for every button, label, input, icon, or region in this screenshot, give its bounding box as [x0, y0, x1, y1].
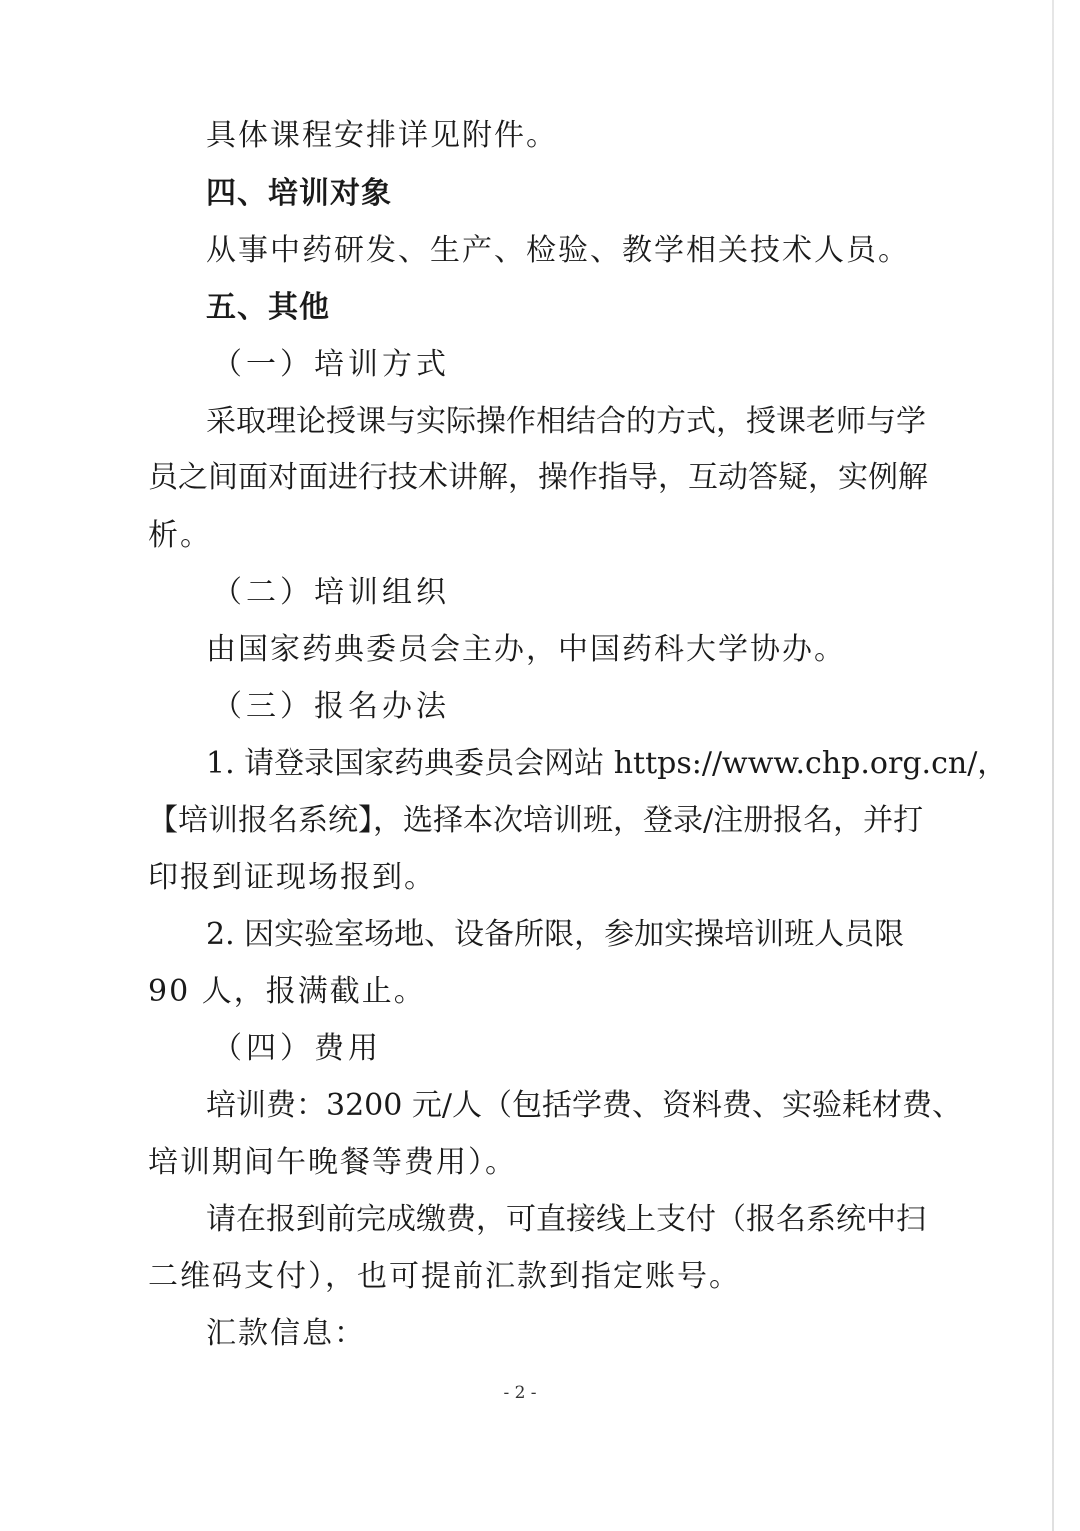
section-heading: 五、其他: [206, 290, 330, 325]
paragraph-line: 请在报到前完成缴费，可直接线上支付（报名系统中扫: [206, 1202, 926, 1237]
page-edge-shadow: [1052, 0, 1054, 1531]
paragraph-line: 具体课程安排详见附件。: [206, 118, 558, 153]
paragraph-line: 采取理论授课与实际操作相结合的方式，授课老师与学: [206, 404, 926, 439]
paragraph-line: 培训费：3200 元/人（包括学费、资料费、实验耗材费、: [206, 1088, 962, 1123]
paragraph-line: 员之间面对面进行技术讲解，操作指导，互动答疑，实例解: [148, 460, 928, 495]
section-heading: 四、培训对象: [206, 176, 392, 211]
paragraph-line: 1. 请登录国家药典委员会网站 https://www.chp.org.cn/，: [206, 746, 1008, 781]
paragraph-line: 从事中药研发、生产、检验、教学相关技术人员。: [206, 233, 910, 268]
paragraph-line: 培训期间午晚餐等费用）。: [148, 1145, 517, 1180]
subsection-heading: （三）报名办法: [212, 689, 450, 724]
subsection-heading: （二）培训组织: [212, 575, 450, 610]
subsection-heading: （一）培训方式: [212, 347, 450, 382]
paragraph-line: 90 人，报满截止。: [148, 974, 426, 1009]
paragraph-line: 2. 因实验室场地、设备所限，参加实操培训班人员限: [206, 917, 905, 952]
page-number: - 2 -: [503, 1383, 537, 1403]
subsection-heading: （四）费用: [212, 1031, 382, 1066]
paragraph-line: 二维码支付），也可提前汇款到指定账号。: [148, 1259, 741, 1294]
paragraph-line: 【培训报名系统】，选择本次培训班，登录/注册报名，并打: [148, 803, 924, 838]
paragraph-line: 由国家药典委员会主办，中国药科大学协办。: [206, 632, 846, 667]
paragraph-line: 印报到证现场报到。: [148, 860, 436, 895]
paragraph-line: 析。: [148, 518, 212, 553]
paragraph-line: 汇款信息：: [206, 1316, 366, 1351]
